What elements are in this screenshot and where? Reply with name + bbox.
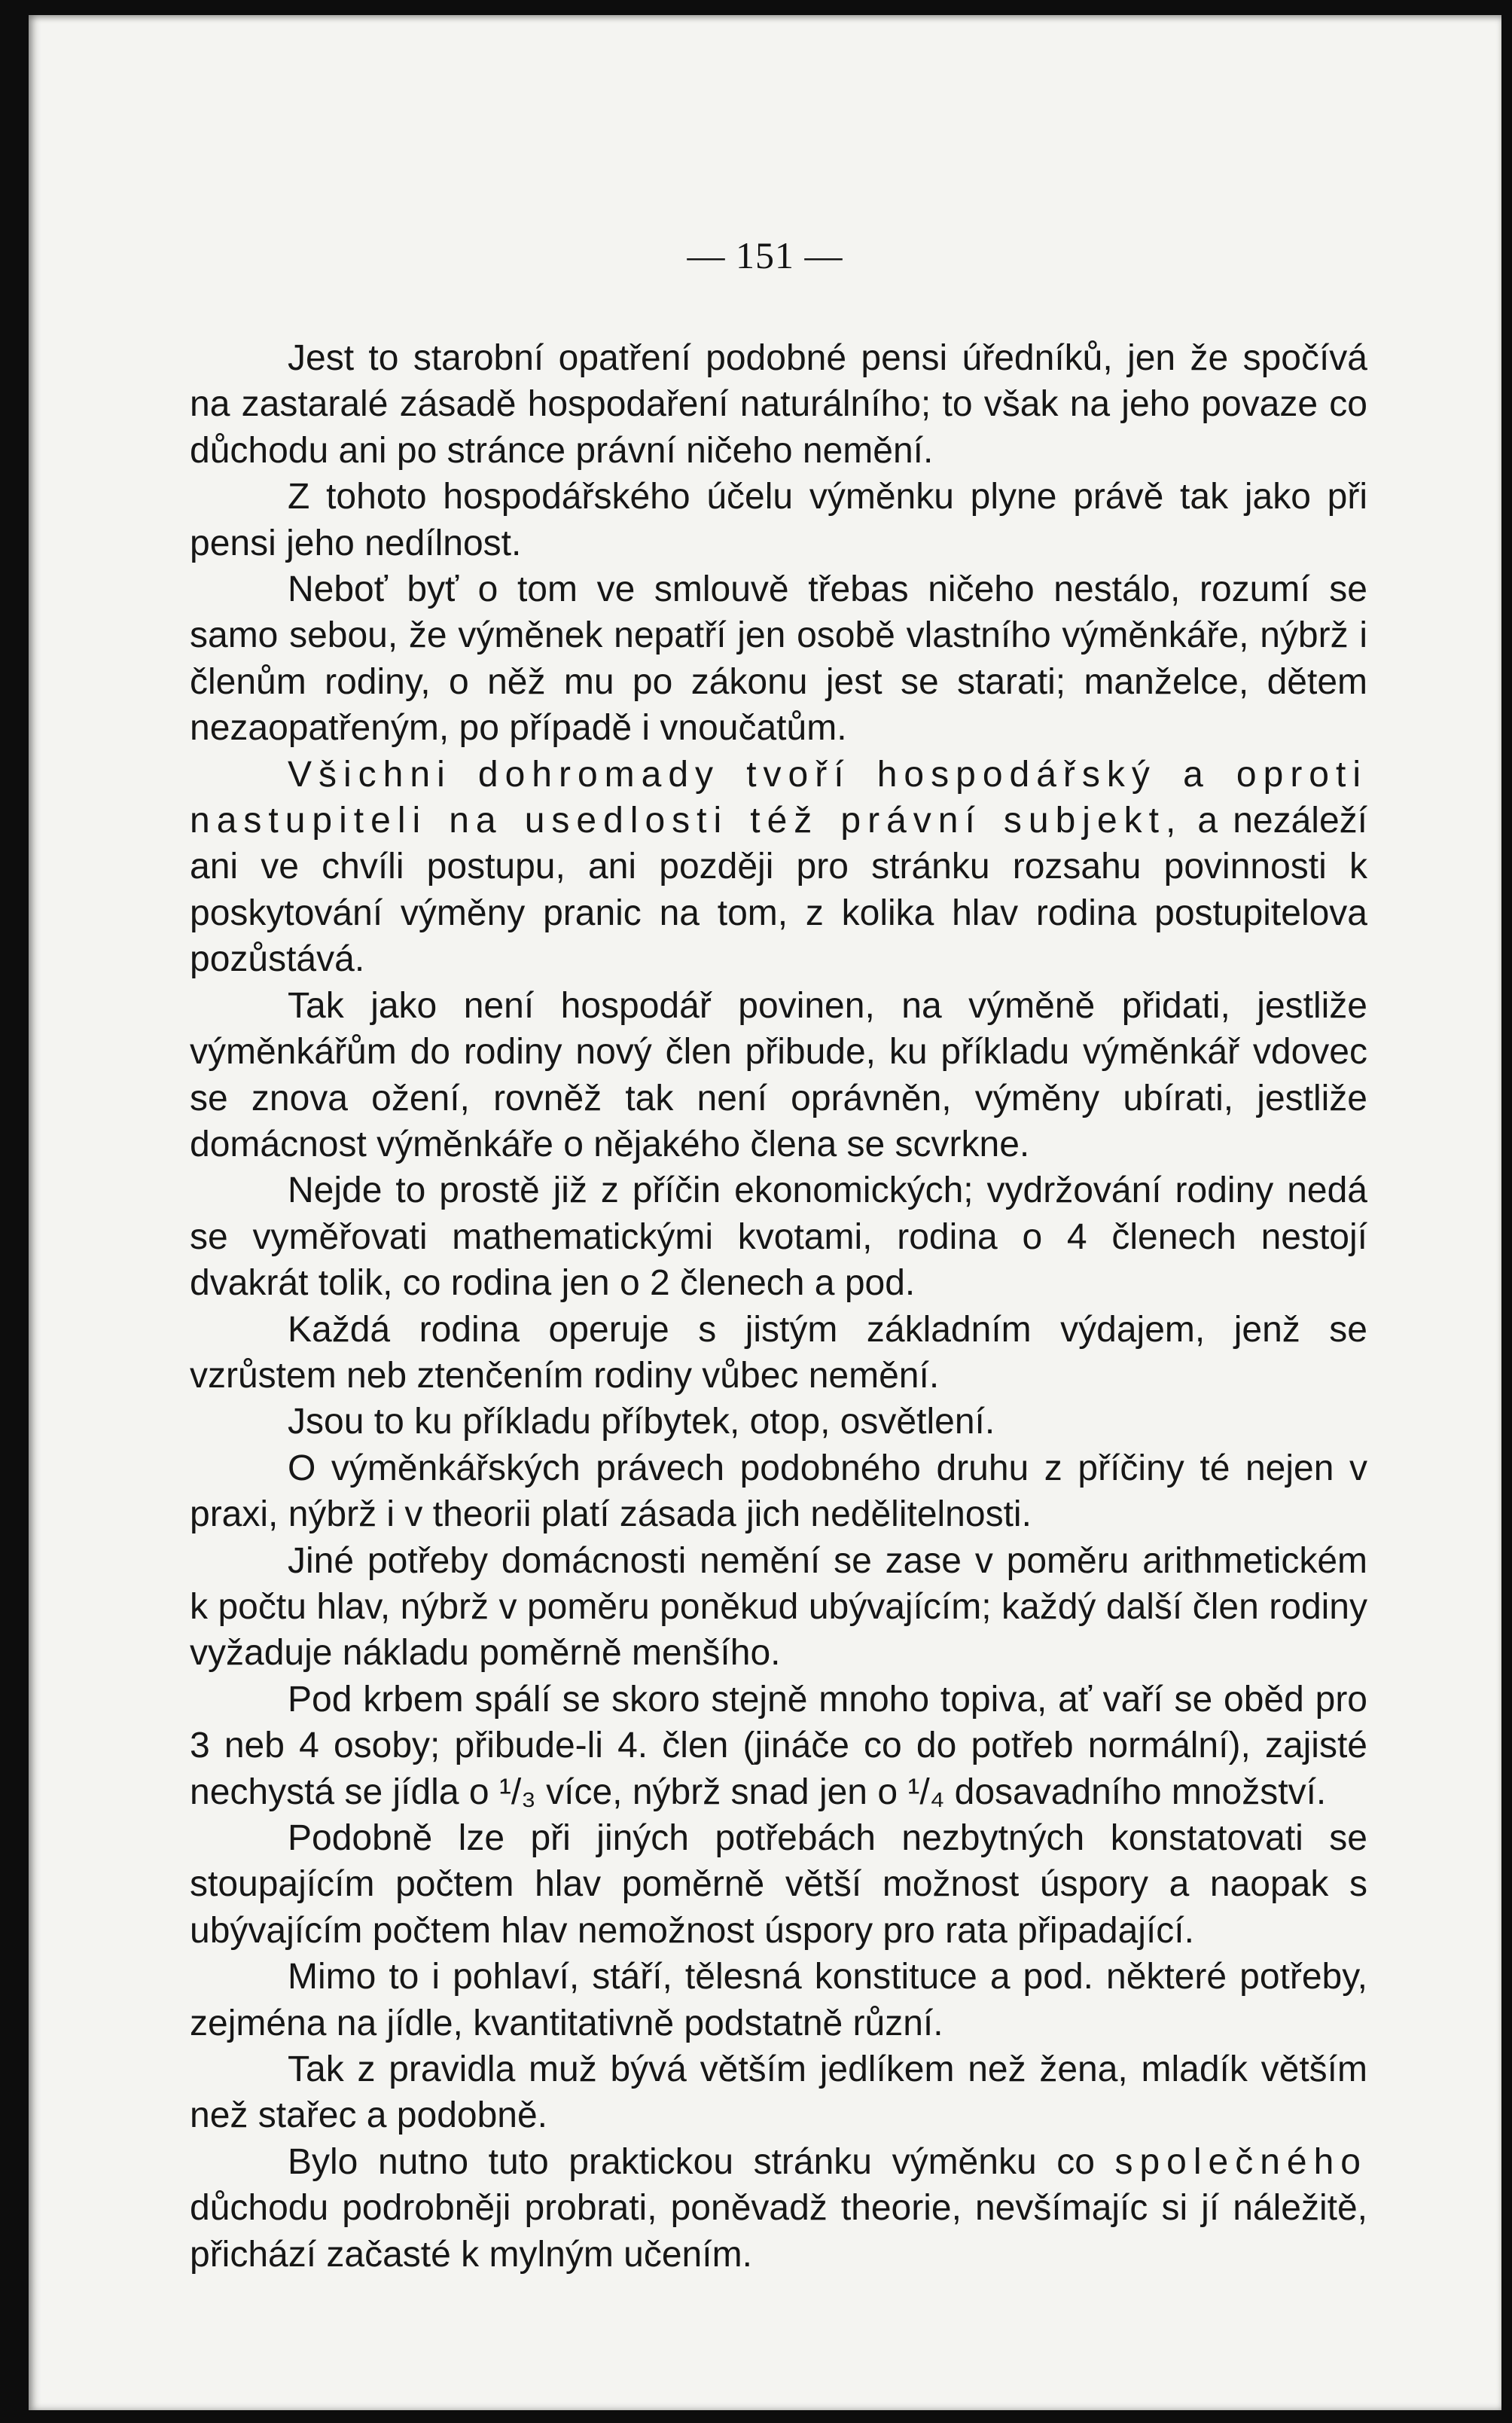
- paragraph: [190, 752, 1367, 983]
- spaced-emphasis: Všichni dohromady tvoří hospodářský a oproti nastupiteli na usedlosti též právní subjekt,: [190, 754, 1367, 841]
- paragraph: Neboť byť o tom ve smlouvě třebas ničeho nestálo, rozumí se samo sebou, že výměnek nepatří jen osobě vlastního výměnkáře, nýbrž i členům rodiny, o něž mu po zákonu jest se starati; manželce, dětem nezaopatřeným, po případě i vnoučatům.: [190, 569, 1367, 749]
- paragraph: Jsou to ku příkladu příbytek, otop, osvětlení.: [288, 1402, 995, 1442]
- paragraph-end: důchodu podrobněji probrati, poněvadž theorie, nevšímajíc si jí náležitě, přichází začasté k mylným učením.: [190, 2188, 1367, 2275]
- paragraph: Pod krbem spálí se skoro stejně mnoho topiva, ať vaří se oběd pro 3 neb 4 osoby; přibude-li 4. člen (jináče co do potřeb normální), zajisté nechystá se jídla o ¹/₃ více, nýbrž snad jen o ¹/₄ dosavadního množství.: [190, 1679, 1367, 1812]
- paragraph: [190, 2139, 1367, 2278]
- book-page: [29, 15, 1501, 2410]
- paragraph: Nejde to prostě již z příčin ekonomických; vydržování rodiny nedá se vyměřovati mathematickými kvotami, rodina o 4 členech nestojí dvakrát tolik, co rodina jen o 2 členech a pod.: [190, 1170, 1367, 1304]
- spaced-emphasis: společného: [1114, 2141, 1367, 2182]
- paragraph: Tak z pravidla muž bývá větším jedlíkem než žena, mladík větším než stařec a podobně.: [190, 2049, 1367, 2136]
- paragraph-start: Bylo nutno tuto praktickou stránku výměnku co: [288, 2141, 1115, 2182]
- paragraph: Podobně lze při jiných potřebách nezbytných konstatovati se stoupajícím počtem hlav poměrně větší možnost úspory a naopak s ubývajícím počtem hlav nemožnost úspory pro rata připadající.: [190, 1818, 1367, 1951]
- paragraph: Tak jako není hospodář povinen, na výměně přidati, jestliže výměnkářům do rodiny nový člen přibude, ku příkladu výměnkář vdovec se znova ožení, rovněž tak není oprávněn, výměny ubírati, jestliže domácnost výměnkáře o nějakého člena se scvrkne.: [190, 985, 1367, 1164]
- paragraph: O výměnkářských právech podobného druhu z příčiny té nejen v praxi, nýbrž i v theorii platí zásada jich nedělitelnosti.: [190, 1448, 1367, 1535]
- paragraph: Z tohoto hospodářského účelu výměnku plyne právě tak jako při pensi jeho nedílnost.: [190, 477, 1367, 563]
- page-number: — 151 —: [687, 234, 843, 276]
- body-text: [190, 335, 1367, 2278]
- paragraph-rest: a nezáleží ani ve chvíli postupu, ani později pro stránku rozsahu povinnosti k poskytování výměny pranic na tom, z kolika hlav rodina postupitelova pozůstává.: [190, 801, 1367, 980]
- paragraph: Jest to starobní opatření podobné pensi úředníků, jen že spočívá na zastaralé zásadě hospodaření naturálního; to však na jeho povaze co důchodu ani po stránce právní ničeho nemění.: [190, 338, 1367, 471]
- paragraph: Mimo to i pohlaví, stáří, tělesná konstituce a pod. některé potřeby, zejména na jídle, kvantitativně podstatně různí.: [190, 1957, 1367, 2043]
- paragraph: Každá rodina operuje s jistým základním výdajem, jenž se vzrůstem neb ztenčením rodiny vůbec nemění.: [190, 1309, 1367, 1396]
- paragraph: Jiné potřeby domácnosti nemění se zase v poměru arithmetickém k počtu hlav, nýbrž v poměru poněkud ubývajícím; každý další člen rodiny vyžaduje nákladu poměrně menšího.: [190, 1540, 1367, 1674]
